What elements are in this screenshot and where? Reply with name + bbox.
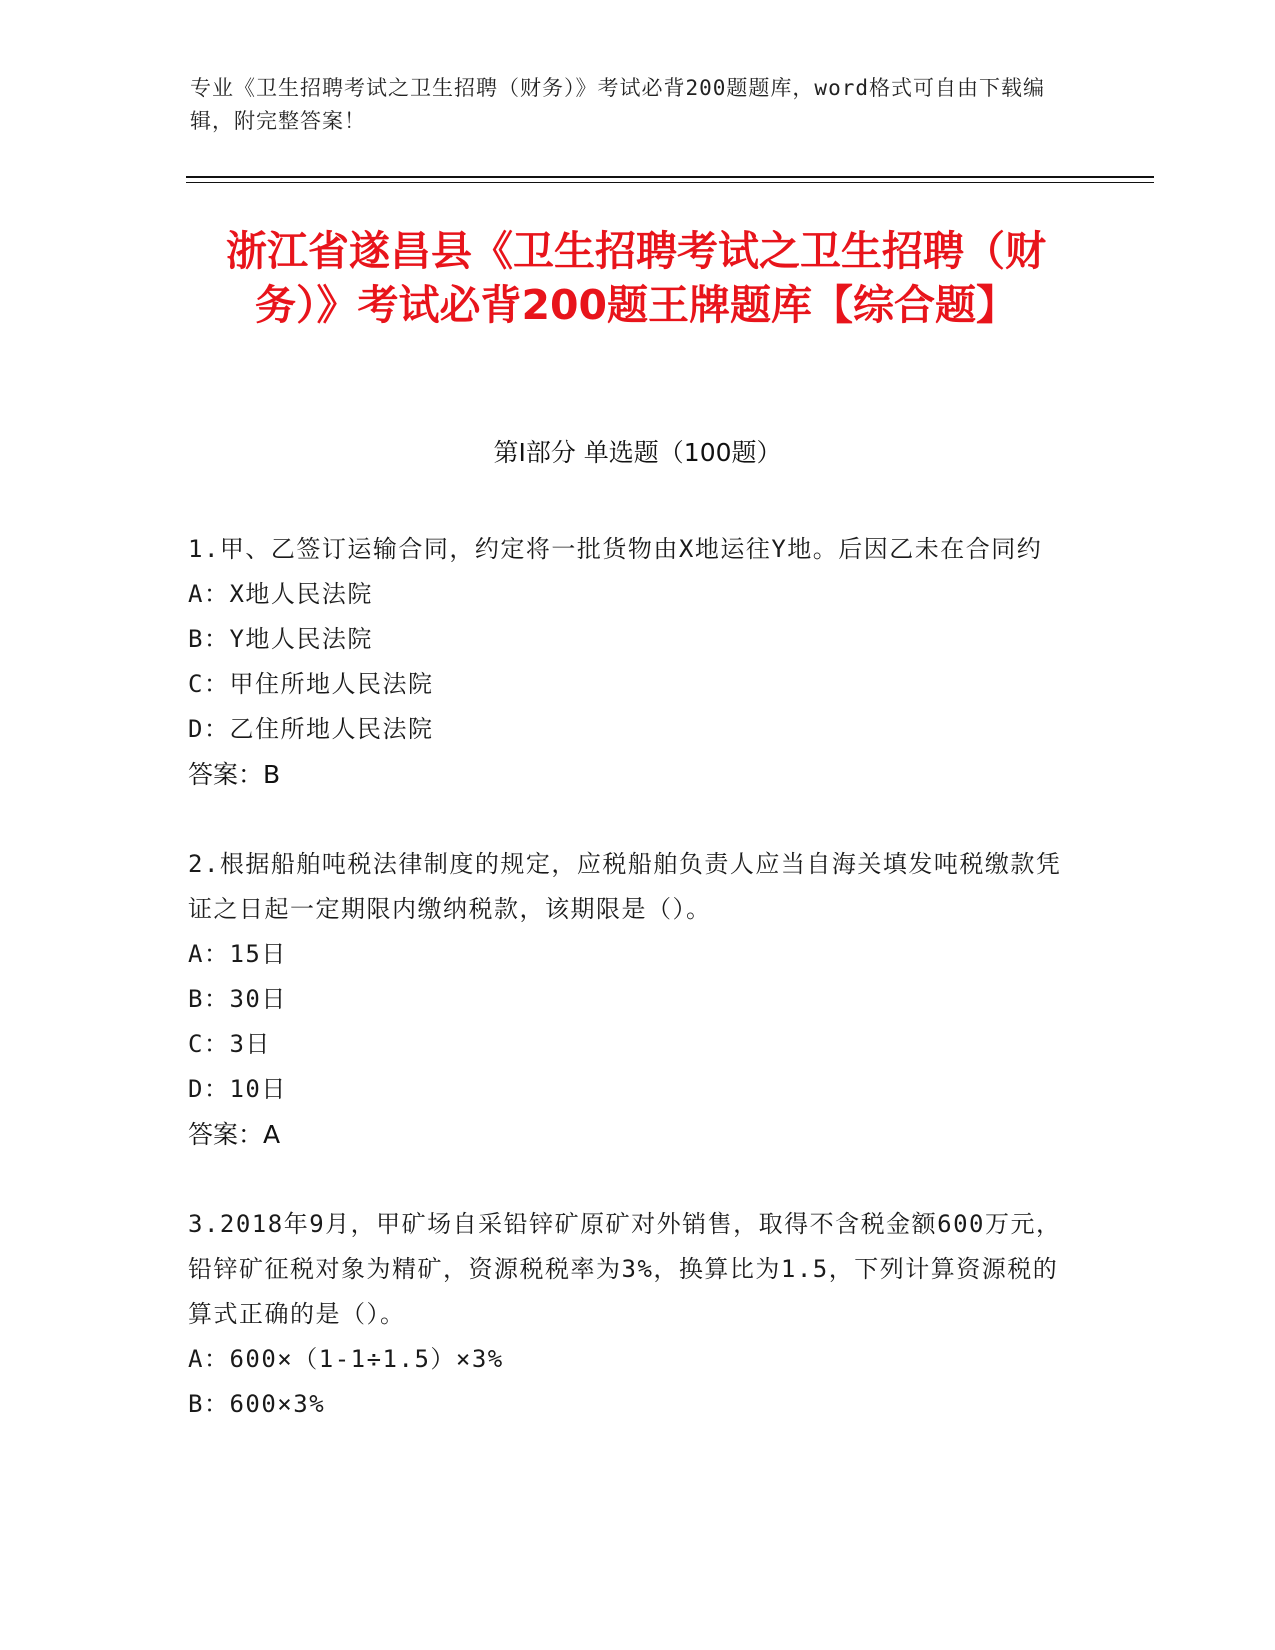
option-b: B：30日: [188, 985, 287, 1013]
question-list: [188, 527, 1068, 1472]
question-2: [188, 842, 1068, 1157]
option-a: A：15日: [188, 940, 287, 968]
question-stem: 2.根据船舶吨税法律制度的规定，应税船舶负责人应当自海关填发吨税缴款凭证之日起一定期限内缴纳税款，该期限是（）。: [188, 850, 1062, 923]
option-b: B：600×3%: [188, 1390, 326, 1418]
option-c: C：3日: [188, 1030, 271, 1058]
option-d: D：乙住所地人民法院: [188, 715, 434, 743]
header-note: 专业《卫生招聘考试之卫生招聘（财务）》考试必背200题题库，word格式可自由下载编辑，附完整答案！: [190, 76, 1045, 133]
header-divider-thin: [186, 182, 1154, 183]
header-divider: [186, 176, 1154, 178]
section-heading: 第I部分 单选题（100题）: [493, 438, 782, 467]
option-b: B：Y地人民法院: [188, 625, 373, 653]
option-a: A：X地人民法院: [188, 580, 373, 608]
document-title: 浙江省遂昌县《卫生招聘考试之卫生招聘（财务）》考试必背200题王牌题库【综合题】: [226, 227, 1046, 329]
option-a: A：600×（1-1÷1.5）×3%: [188, 1345, 504, 1373]
question-1: [188, 527, 1068, 797]
answer: 答案：B: [188, 760, 281, 789]
question-stem: 1.甲、乙签订运输合同，约定将一批货物由X地运往Y地。后因乙未在合同约: [188, 535, 1043, 563]
answer: 答案：A: [188, 1120, 281, 1149]
question-stem: 3.2018年9月，甲矿场自采铅锌矿原矿对外销售，取得不含税金额600万元，铅锌矿征税对象为精矿，资源税税率为3%，换算比为1.5，下列计算资源税的算式正确的是（）。: [188, 1210, 1062, 1328]
question-3: [188, 1202, 1068, 1427]
option-c: C：甲住所地人民法院: [188, 670, 434, 698]
option-d: D：10日: [188, 1075, 287, 1103]
